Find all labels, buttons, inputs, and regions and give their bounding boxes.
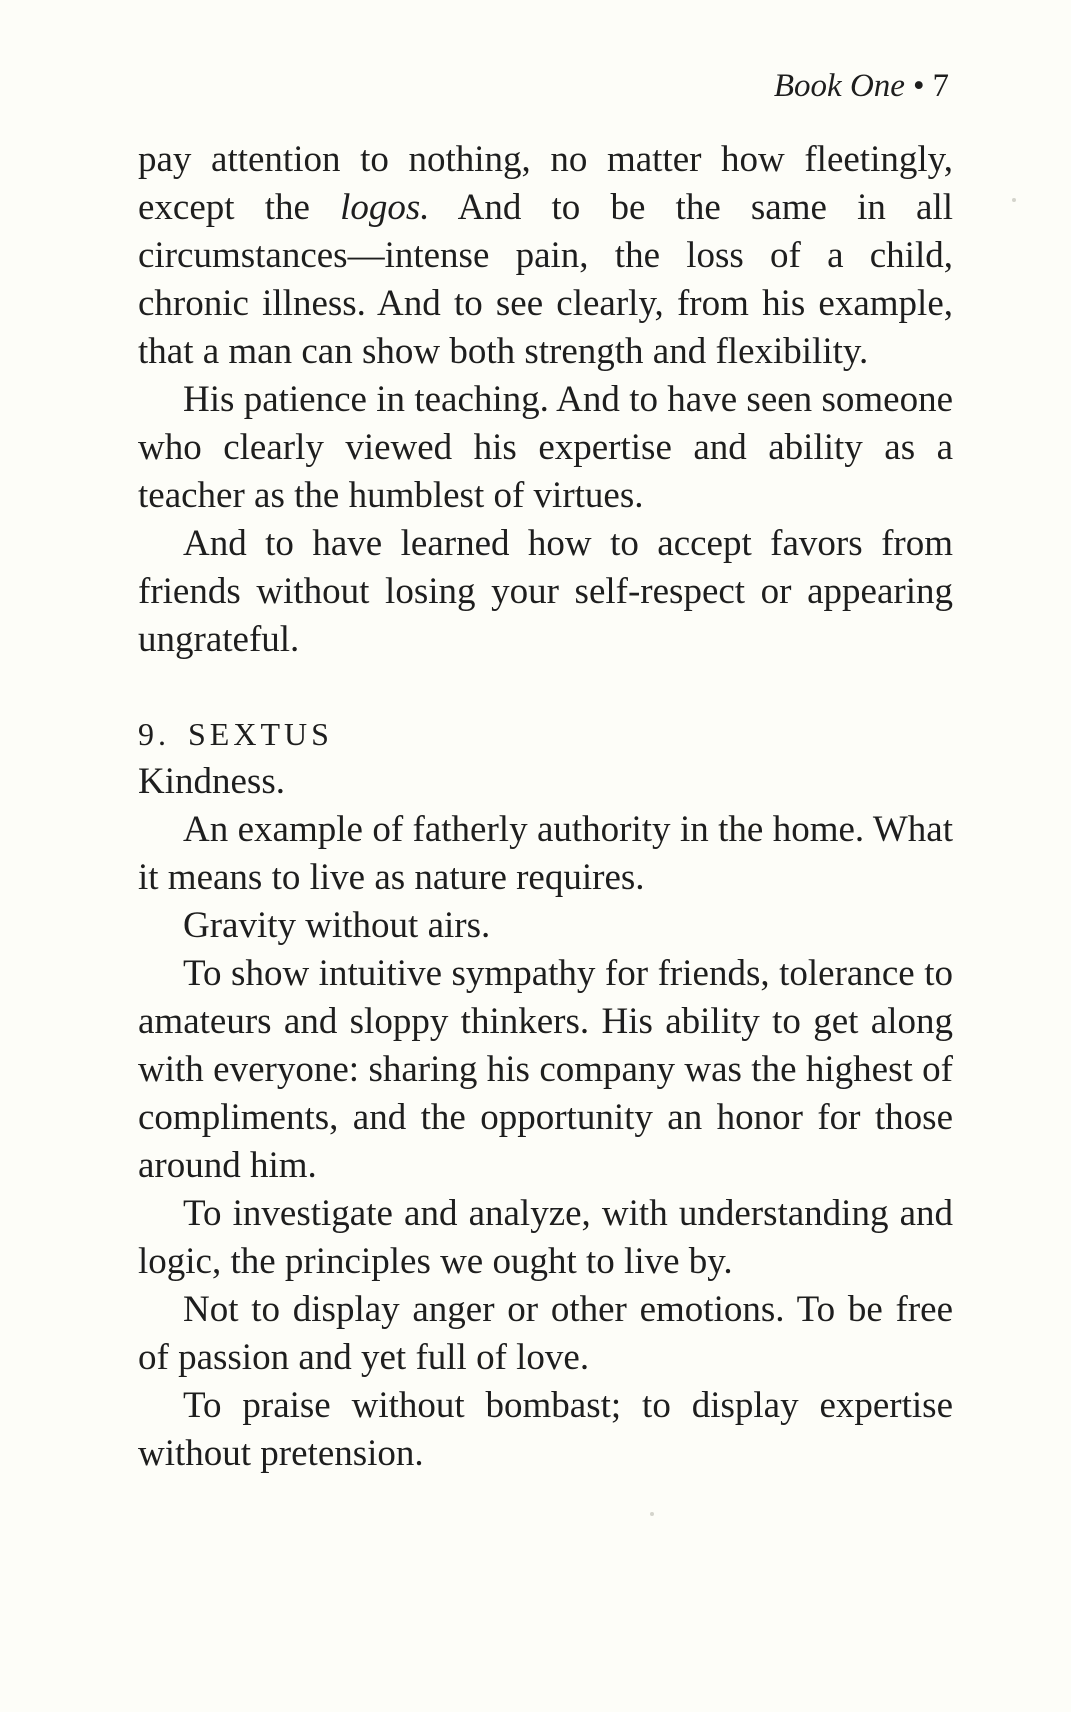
- paragraph: To show intuitive sympathy for friends, tolerance to amateurs and sloppy thinkers. His ability to get along with everyone: sharing his company was the highest of compliments, and the opportunity an honor for those around him.: [138, 953, 953, 1186]
- header-separator: •: [912, 68, 925, 104]
- paragraph-continued: [138, 136, 953, 376]
- paragraph: Gravity without airs.: [183, 905, 491, 946]
- paragraph: Kindness.: [138, 761, 285, 802]
- paragraph: To investigate and analyze, with understanding and logic, the principles we ought to live by.: [138, 1193, 953, 1282]
- body-text: [138, 136, 953, 1478]
- page-number: 7: [932, 68, 949, 104]
- foreign-term: logos.: [340, 187, 430, 228]
- paragraph-text: And to be the same in all circumstances—intense pain, the loss of a child, chronic illness. And to see clearly, from his example, that a man can show both strength and flexibility.: [138, 187, 954, 372]
- paragraph-text: pay attention to nothing, no matter how fleetingly, except the: [138, 139, 953, 228]
- paragraph: To praise without bombast; to display expertise without pretension.: [138, 1385, 953, 1474]
- paper-speck: [650, 1512, 654, 1516]
- paragraph: And to have learned how to accept favors from friends without losing your self-respect or appearing ungrateful.: [138, 523, 953, 660]
- paragraph: An example of fatherly authority in the home. What it means to live as nature requires.: [138, 809, 953, 898]
- paragraph: His patience in teaching. And to have seen someone who clearly viewed his expertise and ability as a teacher as the humblest of virtues.: [138, 379, 953, 516]
- paper-speck: [1012, 198, 1016, 202]
- paragraph: Not to display anger or other emotions. To be free of passion and yet full of love.: [138, 1289, 953, 1378]
- running-head: [774, 66, 949, 106]
- section-number: 9.: [138, 716, 170, 752]
- section-heading: [138, 710, 953, 758]
- book-title: Book One: [773, 68, 905, 104]
- section-title: SEXTUS: [188, 716, 333, 752]
